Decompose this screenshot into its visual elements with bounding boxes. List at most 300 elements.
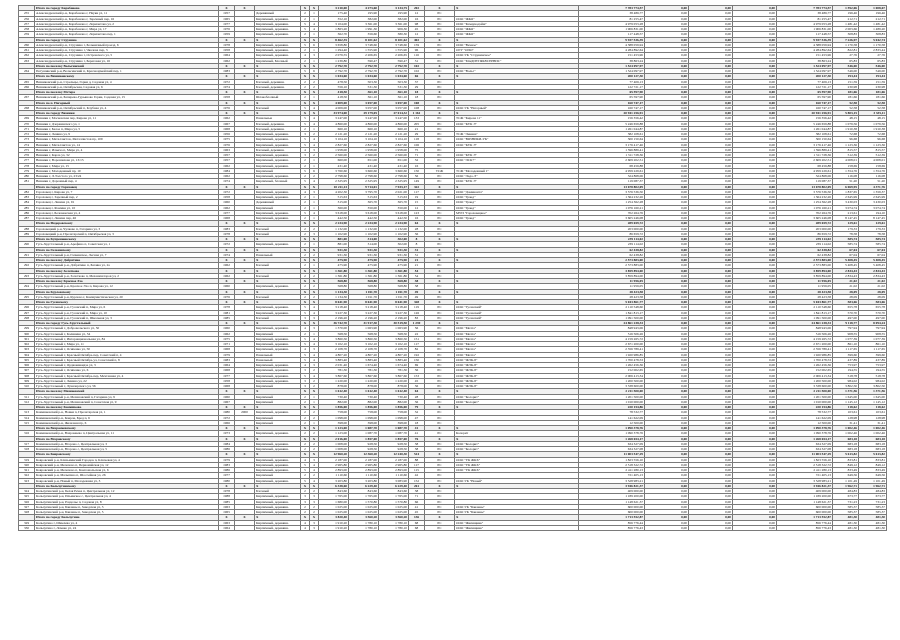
wall-material-cell: Блочный xyxy=(255,226,301,231)
entrances-cell: X xyxy=(310,279,319,284)
address-cell: Гусь-Хрустальный р-н, Гусевский п, Мира ул, 10 xyxy=(35,310,219,315)
wall-material-cell: Кирпичный, деревянн. xyxy=(255,520,301,525)
management-org-cell: X xyxy=(455,74,579,79)
floors-cell: 2 xyxy=(301,331,310,336)
residents-cell: 88 xyxy=(409,457,425,462)
entrances-cell: 1 xyxy=(310,95,319,100)
private-area-cell: 1 856,00 xyxy=(379,405,409,410)
living-area-cell: 781,30 xyxy=(349,368,379,373)
floors-cell: 2 xyxy=(301,11,310,16)
local-funds-cell: 0,00 xyxy=(733,84,777,89)
residents-cell: 68 xyxy=(409,520,425,525)
entrances-cell: 1 xyxy=(310,58,319,63)
management-org-cell: ООО "Мечта" xyxy=(455,347,579,352)
regional-funds-cell: 0,00 xyxy=(689,168,733,173)
unit-cost-cell: 833,81 xyxy=(833,457,859,462)
federal-funds-cell: 0,00 xyxy=(645,273,689,278)
unit-cost-cell: 21,02 xyxy=(833,284,859,289)
row-number: 283 xyxy=(19,195,35,200)
federal-funds-cell: 0,00 xyxy=(645,121,689,126)
unit-cost-cell: 1 170,58 xyxy=(833,42,859,47)
private-area-cell: 515,63 xyxy=(379,195,409,200)
unit-cost-cell: 1 962,71 xyxy=(833,483,859,488)
max-unit-cost-cell: 649,56 xyxy=(859,473,887,478)
entrances-cell: 1 xyxy=(310,16,319,21)
address-cell: Александровский р-н, Карабаново г, Мира ул, 17 xyxy=(35,27,219,32)
total-cost-cell: 634 327,09 xyxy=(579,441,645,446)
private-area-cell: 3 218,40 xyxy=(379,305,409,310)
row-number: 279 xyxy=(19,168,35,173)
row-number: 327 xyxy=(19,504,35,509)
residents-cell: 205 xyxy=(409,121,425,126)
total-cost-cell: 1 823 556,10 xyxy=(579,457,645,462)
row-number: 288 xyxy=(19,226,35,231)
private-area-cell: 2 792,70 xyxy=(379,69,409,74)
regional-funds-cell: 0,00 xyxy=(689,336,733,341)
year-built-cell: X xyxy=(219,405,235,410)
wall-material-cell: Кирпичный, деревянн. xyxy=(255,242,301,247)
living-area-cell: 2 121,20 xyxy=(349,132,379,137)
fund-type-cell: РС xyxy=(425,121,455,126)
residents-cell: 49 xyxy=(409,289,425,294)
residents-cell: 108 xyxy=(409,105,425,110)
row-number: 316 xyxy=(19,431,35,436)
total-area-cell: 568,80 xyxy=(319,284,349,289)
floors-cell: 5 xyxy=(301,462,310,467)
federal-funds-cell: 0,00 xyxy=(645,394,689,399)
federal-funds-cell: 0,00 xyxy=(645,373,689,378)
floors-cell: 5 xyxy=(301,121,310,126)
unit-cost-cell: 731,23 xyxy=(833,499,859,504)
wall-material-cell: X xyxy=(255,389,301,394)
local-funds-cell: 0,00 xyxy=(733,58,777,63)
management-org-cell: ООО УК "Струнинское" xyxy=(455,53,579,58)
federal-funds-cell: 0,00 xyxy=(645,294,689,299)
unit-cost-cell: 52,58 xyxy=(833,100,859,105)
fund-type-cell: РС xyxy=(425,520,455,525)
total-area-cell: 2 079,55 xyxy=(319,53,349,58)
living-area-cell: 1 765,00 xyxy=(349,494,379,499)
management-org-cell: ООО "УК ЖКХ" xyxy=(455,457,579,462)
unit-cost-cell: 1 645,00 xyxy=(833,394,859,399)
wall-material-cell: Кирпичный, деревянн. xyxy=(255,305,301,310)
entrances-cell: 4 xyxy=(310,116,319,121)
floors-cell: 5 xyxy=(301,336,310,341)
year-built-cell: 1968 xyxy=(219,216,235,221)
residents-cell: 106 xyxy=(409,142,425,147)
wall-material-cell: Кирпичный, Блочный xyxy=(255,58,301,63)
year-renovated-cell: X xyxy=(235,100,255,105)
local-funds-cell: 0,00 xyxy=(733,11,777,16)
year-built-cell: 1976 xyxy=(219,142,235,147)
federal-funds-cell: 0,00 xyxy=(645,137,689,142)
private-area-cell: 2 121,20 xyxy=(379,132,409,137)
total-cost-cell: 2 211 500,00 xyxy=(579,389,645,394)
floors-cell: X xyxy=(301,452,310,457)
floors-cell: 2 xyxy=(301,294,310,299)
total-cost-cell: 2 671 200,00 xyxy=(579,342,645,347)
residents-cell: 98 xyxy=(409,21,425,26)
entrances-cell: X xyxy=(310,300,319,305)
owner-funds-cell: 62 438,82 xyxy=(777,252,833,257)
year-built-cell: 1962 xyxy=(219,263,235,268)
max-unit-cost-cell: 815,57 xyxy=(859,147,887,152)
entrances-cell: X xyxy=(310,321,319,326)
management-org-cell: ООО "ЖКО" xyxy=(455,16,579,21)
year-built-cell: X xyxy=(219,237,235,242)
local-funds-cell: 0,00 xyxy=(733,525,777,530)
owner-funds-cell: 65 597,90 xyxy=(777,90,833,95)
total-cost-cell: 2 573 883,00 xyxy=(579,258,645,263)
total-cost-cell: 289 659,72 xyxy=(579,221,645,226)
total-cost-cell: 203 000,00 xyxy=(579,226,645,231)
management-org-cell: ООО "Мечта" xyxy=(455,336,579,341)
federal-funds-cell: 0,00 xyxy=(645,462,689,467)
entrances-cell: 4 xyxy=(310,142,319,147)
owner-funds-cell: 117 448,57 xyxy=(777,32,833,37)
federal-funds-cell: 0,00 xyxy=(645,483,689,488)
owner-funds-cell: 382 108,61 xyxy=(777,132,833,137)
total-area-cell: 1 361,80 xyxy=(319,273,349,278)
max-unit-cost-cell: 5 613,82 xyxy=(859,452,887,457)
unit-cost-cell: 585,37 xyxy=(833,504,859,509)
total-cost-cell: 119 087,37 xyxy=(579,179,645,184)
fund-type-cell: РС xyxy=(425,510,455,515)
total-area-cell: 3 883,40 xyxy=(319,357,349,362)
private-area-cell: 3 083,90 xyxy=(379,478,409,483)
floors-cell: 2 xyxy=(301,84,310,89)
owner-funds-cell: 1 700 478,53 xyxy=(777,357,833,362)
local-funds-cell: 0,00 xyxy=(733,21,777,26)
entrances-cell: X xyxy=(310,184,319,189)
management-org-cell: X xyxy=(455,426,579,431)
year-renovated-cell: X xyxy=(235,37,255,42)
federal-funds-cell: 0,00 xyxy=(645,441,689,446)
residents-cell: 31 xyxy=(409,247,425,252)
max-unit-cost-cell: 683,18 xyxy=(859,447,887,452)
total-cost-cell: 28 423,58 xyxy=(579,294,645,299)
private-area-cell: 3 560,20 xyxy=(379,515,409,520)
fund-type-cell: РС xyxy=(425,441,455,446)
year-built-cell: X xyxy=(219,279,235,284)
local-funds-cell: 0,00 xyxy=(733,121,777,126)
federal-funds-cell: 0,00 xyxy=(645,195,689,200)
regional-funds-cell: 0,00 xyxy=(689,58,733,63)
total-area-cell: 1 294,40 xyxy=(319,48,349,53)
local-funds-cell: 0,00 xyxy=(733,384,777,389)
address-cell: Гусь-Хрустальный г, Красный Октябрь пер, Мечтанная ул, 4 xyxy=(35,373,219,378)
regional-funds-cell: 0,00 xyxy=(689,179,733,184)
row-number: 264 xyxy=(19,69,35,74)
living-area-cell: 3 057,00 xyxy=(349,100,379,105)
living-area-cell: 195,90 xyxy=(349,11,379,16)
federal-funds-cell: 0,00 xyxy=(645,342,689,347)
owner-funds-cell: 856 776,44 xyxy=(777,520,833,525)
floors-cell: 4 xyxy=(301,457,310,462)
residents-cell: 41 xyxy=(409,426,425,431)
row-number: 296 xyxy=(19,305,35,310)
entrances-cell: 2 xyxy=(310,273,319,278)
living-area-cell: 4 807,20 xyxy=(349,352,379,357)
floors-cell: X xyxy=(301,300,310,305)
living-area-cell: 365,70 xyxy=(349,200,379,205)
floors-cell: 4 xyxy=(301,53,310,58)
address-cell: Итого по Ковровскому xyxy=(35,452,219,457)
total-cost-cell: 122 721,17 xyxy=(579,84,645,89)
owner-funds-cell: 156 356,42 xyxy=(777,116,833,121)
federal-funds-cell: 0,00 xyxy=(645,42,689,47)
year-built-cell: 1968 xyxy=(219,368,235,373)
max-unit-cost-cell: 8 147,45 xyxy=(859,216,887,221)
row-number: 299 xyxy=(19,326,35,331)
private-area-cell: 7 933,17 xyxy=(379,184,409,189)
federal-funds-cell: 0,00 xyxy=(645,357,689,362)
fund-type-cell: РС xyxy=(425,331,455,336)
floors-cell: 2 xyxy=(301,79,310,84)
federal-funds-cell: 0,00 xyxy=(645,210,689,215)
row-number: 315 xyxy=(19,420,35,425)
year-renovated-cell: X xyxy=(235,237,255,242)
federal-funds-cell: 0,00 xyxy=(645,184,689,189)
total-area-cell: 2 965,80 xyxy=(319,462,349,467)
private-area-cell: 2 187,00 xyxy=(379,457,409,462)
regional-funds-cell: 0,00 xyxy=(689,268,733,273)
federal-funds-cell: 0,00 xyxy=(645,289,689,294)
federal-funds-cell: 0,00 xyxy=(645,331,689,336)
regional-funds-cell: 0,00 xyxy=(689,389,733,394)
max-unit-cost-cell: 103,61 xyxy=(859,410,887,415)
living-area-cell: 2 187,00 xyxy=(349,457,379,462)
residents-cell: 153 xyxy=(409,373,425,378)
living-area-cell: 1 098,00 xyxy=(349,415,379,420)
fund-type-cell: РС xyxy=(425,347,455,352)
total-area-cell: 3 102,10 xyxy=(319,342,349,347)
regional-funds-cell: 0,00 xyxy=(689,515,733,520)
total-cost-cell: 1 262 456,36 xyxy=(579,363,645,368)
local-funds-cell: 0,00 xyxy=(733,289,777,294)
regional-funds-cell: 0,00 xyxy=(689,195,733,200)
federal-funds-cell: 0,00 xyxy=(645,300,689,305)
total-area-cell: 475,90 xyxy=(319,258,349,263)
row-number: 323 xyxy=(19,478,35,483)
total-cost-cell: 702 264,76 xyxy=(579,210,645,215)
fund-type-cell: РС xyxy=(425,147,455,152)
residents-cell: 1 161 xyxy=(409,111,425,116)
management-org-cell: ООО "КУК Э" xyxy=(455,179,579,184)
private-area-cell: 1 132,00 xyxy=(379,226,409,231)
total-cost-cell: 2 518 322,72 xyxy=(579,462,645,467)
total-cost-cell: 2 573 883,00 xyxy=(579,263,645,268)
row-number: 313 xyxy=(19,410,35,415)
federal-funds-cell: 0,00 xyxy=(645,79,689,84)
living-area-cell: 1 570,80 xyxy=(349,499,379,504)
floors-cell: 3 xyxy=(301,384,310,389)
wall-material-cell: Кирпичный xyxy=(255,331,301,336)
row-number: 269 xyxy=(19,116,35,121)
wall-material-cell: Кирпичный, деревянн. xyxy=(255,210,301,215)
owner-funds-cell: 3 338 600,00 xyxy=(777,384,833,389)
wall-material-cell: X xyxy=(255,90,301,95)
regional-funds-cell: 0,00 xyxy=(689,21,733,26)
unit-cost-cell: 78,58 xyxy=(833,231,859,236)
wall-material-cell: Кирпичный, деревянн. xyxy=(255,48,301,53)
total-cost-cell: 600 000,00 xyxy=(579,510,645,515)
management-org-cell: ООО "Гусевский" xyxy=(455,310,579,315)
regional-funds-cell: 0,00 xyxy=(689,111,733,116)
private-area-cell: 3 057,00 xyxy=(379,100,409,105)
owner-funds-cell: 2 110 548,60 xyxy=(777,305,833,310)
address-cell: Ковровский р-н, Мелехово п, Комсомольская ул, 6 xyxy=(35,468,219,473)
max-unit-cost-cell: 67,04 xyxy=(859,252,887,257)
federal-funds-cell: 0,00 xyxy=(645,399,689,404)
private-area-cell: 2 560,00 xyxy=(379,153,409,158)
wall-material-cell: Кирпичный xyxy=(255,420,301,425)
private-area-cell: 928,50 xyxy=(379,447,409,452)
total-area-cell: 315,00 xyxy=(319,200,349,205)
federal-funds-cell: 0,00 xyxy=(645,84,689,89)
floors-cell: 2 xyxy=(301,415,310,420)
floors-cell: X xyxy=(301,268,310,273)
fund-type-cell: РС xyxy=(425,48,455,53)
floors-cell: 2 xyxy=(301,399,310,404)
address-cell: Итого по городу Гороховец xyxy=(35,184,219,189)
row-number: 304 xyxy=(19,352,35,357)
fund-type-cell: РС xyxy=(425,394,455,399)
year-built-cell: 1983 xyxy=(219,462,235,467)
wall-material-cell: Кирпичный, деревянн. xyxy=(255,27,301,32)
entrances-cell: 6 xyxy=(310,168,319,173)
federal-funds-cell: 0,00 xyxy=(645,37,689,42)
year-built-cell: X xyxy=(219,100,235,105)
living-area-cell: 3 057,00 xyxy=(349,105,379,110)
regional-funds-cell: 0,00 xyxy=(689,95,733,100)
wall-material-cell: Кирпичный, деревянн. xyxy=(255,21,301,26)
fund-type-cell: РС xyxy=(425,462,455,467)
owner-funds-cell: 1 841 813,17 xyxy=(777,310,833,315)
local-funds-cell: 0,00 xyxy=(733,321,777,326)
private-area-cell: 3 860,50 xyxy=(379,336,409,341)
residents-cell: 118 xyxy=(409,137,425,142)
floors-cell: 5 xyxy=(301,373,310,378)
entrances-cell: 3 xyxy=(310,525,319,530)
wall-material-cell: X xyxy=(255,436,301,441)
year-built-cell: 1976 xyxy=(219,27,235,32)
fund-type-cell: РС xyxy=(425,95,455,100)
private-area-cell: 2 827,60 xyxy=(379,142,409,147)
wall-material-cell: Блочный, деревянн. xyxy=(255,79,301,84)
address-cell: Итого по поселку Мезиновский xyxy=(35,389,219,394)
owner-funds-cell: 239 114,02 xyxy=(777,237,833,242)
total-cost-cell: 1 700 478,53 xyxy=(579,357,645,362)
entrances-cell: 2 xyxy=(310,294,319,299)
residents-cell: 64 xyxy=(409,389,425,394)
regional-funds-cell: 0,00 xyxy=(689,294,733,299)
private-area-cell: 2 792,70 xyxy=(379,63,409,68)
year-built-cell: 1976 xyxy=(219,294,235,299)
total-area-cell: 1 102,90 xyxy=(319,231,349,236)
entrances-cell: 4 xyxy=(310,21,319,26)
unit-cost-cell: 213,61 xyxy=(833,210,859,215)
year-built-cell: X xyxy=(219,321,235,326)
row-number: 277 xyxy=(19,158,35,163)
private-area-cell: 1 361,80 xyxy=(379,268,409,273)
row-number: 258 xyxy=(19,27,35,32)
residents-cell: 19 xyxy=(409,195,425,200)
total-cost-cell: 2 609 202,51 xyxy=(579,158,645,163)
max-unit-cost-cell: 5 408,45 xyxy=(859,258,887,263)
max-unit-cost-cell: 72,68 xyxy=(859,132,887,137)
federal-funds-cell: 0,00 xyxy=(645,142,689,147)
owner-funds-cell: 1 713 552,87 xyxy=(777,515,833,520)
private-area-cell: 503,30 xyxy=(379,79,409,84)
regional-funds-cell: 0,00 xyxy=(689,74,733,79)
living-area-cell: 1 612,40 xyxy=(349,389,379,394)
living-area-cell: 3 102,10 xyxy=(349,342,379,347)
regional-funds-cell: 0,00 xyxy=(689,53,733,58)
total-area-cell: 1 008,00 xyxy=(319,441,349,446)
residents-cell: 38 xyxy=(409,284,425,289)
owner-funds-cell: 77 406,13 xyxy=(777,79,833,84)
max-unit-cost-cell: 1 079,56 xyxy=(859,121,887,126)
owner-funds-cell: 200 127,30 xyxy=(777,74,833,79)
federal-funds-cell: 0,00 xyxy=(645,163,689,168)
fund-type-cell: РС xyxy=(425,478,455,483)
address-cell: Вязники г, Металлистов ул, 14 xyxy=(35,142,219,147)
max-unit-cost-cell: 3 802,50 xyxy=(859,384,887,389)
floors-cell: 2 xyxy=(301,394,310,399)
owner-funds-cell: 1 076 160,21 xyxy=(777,205,833,210)
total-cost-cell: 68 456,88 xyxy=(579,163,645,168)
total-cost-cell: 1 524 097,97 xyxy=(579,63,645,68)
owner-funds-cell: 300 150,64 xyxy=(777,137,833,142)
owner-funds-cell: 4 979 053,28 xyxy=(777,21,833,26)
living-area-cell: 1 011,70 xyxy=(349,289,379,294)
year-renovated-cell: X xyxy=(235,405,255,410)
floors-cell: 4 xyxy=(301,147,310,152)
private-area-cell: 302,00 xyxy=(379,242,409,247)
entrances-cell: 1 xyxy=(310,331,319,336)
row-number: 268 xyxy=(19,105,35,110)
federal-funds-cell: 0,00 xyxy=(645,415,689,420)
year-built-cell: X xyxy=(219,515,235,520)
max-unit-cost-cell: 2 834,43 xyxy=(859,273,887,278)
local-funds-cell: 0,00 xyxy=(733,462,777,467)
local-funds-cell: 0,00 xyxy=(733,174,777,179)
living-area-cell: 882,00 xyxy=(349,399,379,404)
owner-funds-cell: 62 438,82 xyxy=(777,247,833,252)
living-area-cell: 356,60 xyxy=(349,32,379,37)
federal-funds-cell: 0,00 xyxy=(645,510,689,515)
federal-funds-cell: 0,00 xyxy=(645,368,689,373)
floors-cell: X xyxy=(301,63,310,68)
private-area-cell: 1 780,10 xyxy=(379,520,409,525)
federal-funds-cell: 0,00 xyxy=(645,515,689,520)
year-built-cell: 1986 xyxy=(219,447,235,452)
federal-funds-cell: 0,00 xyxy=(645,221,689,226)
regional-funds-cell: 0,00 xyxy=(689,200,733,205)
fund-type-cell: РС xyxy=(425,126,455,131)
year-built-cell: 1978 xyxy=(219,489,235,494)
unit-cost-cell: 179,33 xyxy=(833,226,859,231)
private-area-cell: 1 110,60 xyxy=(379,473,409,478)
private-area-cell: 781,30 xyxy=(379,368,409,373)
fund-type-cell: РС xyxy=(425,431,455,436)
year-renovated-cell: X xyxy=(235,247,255,252)
federal-funds-cell: 0,00 xyxy=(645,315,689,320)
address-cell: Кольчугинский р-н, Бавлены п, Заводская ул, 5 xyxy=(35,510,219,515)
local-funds-cell: 0,00 xyxy=(733,504,777,509)
floors-cell: 3 xyxy=(301,499,310,504)
